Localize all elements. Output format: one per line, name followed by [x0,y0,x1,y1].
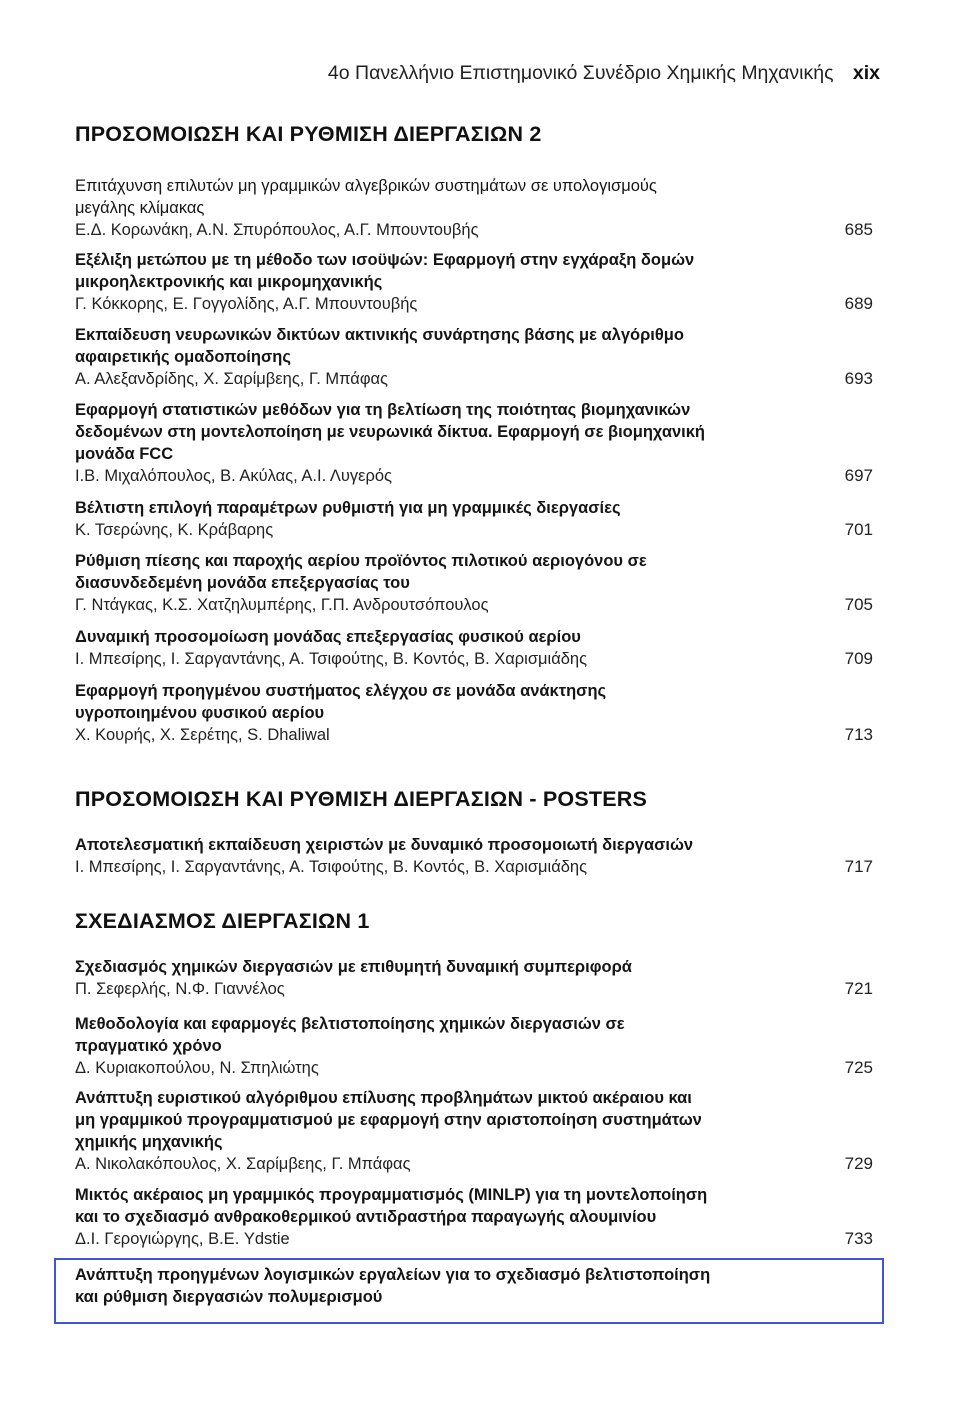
entry-authors: Α. Νικολακόπουλος, Χ. Σαρίμβεης, Γ. Μπάφας [75,1155,411,1173]
entry-title: Σχεδιασμός χημικών διεργασιών με επιθυμητή δυναμική συμπεριφορά [75,958,632,976]
entry-title: Μεθοδολογία και εφαρμογές βελτιστοποίησης χημικών διεργασιών σε πραγματικό χρόνο [75,1015,625,1055]
section-heading: ΠΡΟΣΟΜΟΙΩΣΗ ΚΑΙ ΡΥΘΜΙΣΗ ΔΙΕΡΓΑΣΙΩΝ 2 [75,122,542,146]
entry-page-number: 717 [844,857,873,876]
entry-page-number: 685 [844,220,873,239]
entry-page-number: 721 [844,979,873,998]
entry-authors: Δ.Ι. Γερογιώργης, Β.Ε. Ydstie [75,1230,290,1248]
entry-authors: Κ. Τσερώνης, Κ. Κράβαρης [75,521,274,539]
entry-authors: Π. Σεφερλής, Ν.Φ. Γιαννέλος [75,980,285,998]
entry-page-number: 729 [844,1154,873,1173]
toc-entry[interactable] [75,497,875,541]
entry-title: Εφαρμογή στατιστικών μεθόδων για τη βελτίωση της ποιότητας βιομηχανικών δεδομένων στη μοντελοποίηση με νευρωνικά δίκτυα. Εφαρμογή σε βιομηχανική μονάδα FCC [75,401,706,463]
roman-page-number: xix [852,62,880,84]
entry-page-number: 701 [844,520,873,539]
entry-authors: Ι. Μπεσίρης, Ι. Σαργαντάνης, Α. Τσιφούτης, Β. Κοντός, Β. Χαρισμιάδης [75,858,588,876]
entry-authors: Ε.Δ. Κορωνάκη, Α.Ν. Σπυρόπουλος, Α.Γ. Μπουντουβής [75,221,479,239]
entry-authors: Ι. Μπεσίρης, Ι. Σαργαντάνης, Α. Τσιφούτης, Β. Κοντός, Β. Χαρισμιάδης [75,650,588,668]
entry-title: Εξέλιξη μετώπου με τη μέθοδο των ισοϋψών: Εφαρμογή στην εγχάραξη δομών μικροηλεκτρονικής και μικρομηχανικής [75,251,695,291]
toc-entry[interactable] [75,1013,875,1079]
entry-page-number: 697 [844,466,873,485]
section-heading: ΣΧΕΔΙΑΣΜΟΣ ΔΙΕΡΓΑΣΙΩΝ 1 [75,909,370,933]
toc-entry[interactable] [75,834,875,878]
entry-title: Βέλτιστη επιλογή παραμέτρων ρυθμιστή για μη γραμμικές διεργασίες [75,499,621,517]
toc-entry[interactable] [75,680,875,746]
toc-entry[interactable] [75,175,875,241]
toc-entry[interactable] [75,249,875,315]
entry-title: Ανάπτυξη ευριστικού αλγόριθμου επίλυσης προβλημάτων μικτού ακέραιου και μη γραμμικού προγραμματισμού με εφαρμογή στην αριστοποίηση συστημάτων χημικής μηχανικής [75,1089,702,1151]
entry-authors: Δ. Κυριακοπούλου, Ν. Σπηλιώτης [75,1059,319,1077]
entry-authors: Α. Αλεξανδρίδης, Χ. Σαρίμβεης, Γ. Μπάφας [75,370,389,388]
entry-title: Αποτελεσματική εκπαίδευση χειριστών με δυναμικό προσομοιωτή διεργασιών [75,836,694,854]
entry-title: Εκπαίδευση νευρωνικών δικτύων ακτινικής συνάρτησης βάσης με αλγόριθμο αφαιρετικής ομαδοποίησης [75,326,684,366]
toc-entry[interactable] [75,550,875,616]
entry-title: Εφαρμογή προηγμένου συστήματος ελέγχου σε μονάδα ανάκτησης υγροποιημένου φυσικού αερίου [75,682,607,722]
toc-entry[interactable] [75,399,875,487]
toc-entry-highlighted[interactable] [75,1264,875,1308]
entry-authors: Γ. Ντάγκας, Κ.Σ. Χατζηλυμπέρης, Γ.Π. Ανδρουτσόπουλος [75,596,489,614]
section-heading: ΠΡΟΣΟΜΟΙΩΣΗ ΚΑΙ ΡΥΘΜΙΣΗ ΔΙΕΡΓΑΣΙΩΝ - POSTERS [75,787,648,811]
entry-page-number: 725 [844,1058,873,1077]
running-header [328,62,880,85]
entry-title: Μικτός ακέραιος μη γραμμικός προγραμματισμός (MINLP) για τη μοντελοποίηση και το σχεδιασμό ανθρακοθερμικού αντιδραστήρα παραγωγής αλουμινίου [75,1186,708,1226]
entry-title: Ρύθμιση πίεσης και παροχής αερίου προϊόντος πιλοτικού αεριογόνου σε διασυνδεδεμένη μονάδα επεξεργασίας του [75,552,647,592]
entry-title: Επιτάχυνση επιλυτών μη γραμμικών αλγεβρικών συστημάτων σε υπολογισμούς μεγάλης κλίμακας [75,177,657,217]
toc-entry[interactable] [75,956,875,1000]
toc-entry[interactable] [75,1184,875,1250]
toc-entry[interactable] [75,1087,875,1175]
entry-page-number: 733 [844,1229,873,1248]
entry-page-number: 693 [844,369,873,388]
conference-title: 4ο Πανελλήνιο Επιστημονικό Συνέδριο Χημικής Μηχανικής [327,62,834,84]
entry-authors: Χ. Κουρής, Χ. Σερέτης, S. Dhaliwal [75,726,330,744]
entry-page-number: 713 [844,725,873,744]
entry-page-number: 689 [844,294,873,313]
entry-title: Ανάπτυξη προηγμένων λογισμικών εργαλείων για το σχεδιασμό βελτιστοποίηση και ρύθμιση διεργασιών πολυμερισμού [75,1266,711,1306]
entry-page-number: 705 [844,595,873,614]
entry-page-number: 709 [844,649,873,668]
entry-authors: Γ. Κόκκορης, Ε. Γογγολίδης, Α.Γ. Μπουντουβής [75,295,418,313]
toc-entry[interactable] [75,626,875,670]
entry-title: Δυναμική προσομοίωση μονάδας επεξεργασίας φυσικού αερίου [75,628,581,646]
toc-entry[interactable] [75,324,875,390]
entry-authors: Ι.Β. Μιχαλόπουλος, Β. Ακύλας, Α.Ι. Λυγερός [75,467,392,485]
